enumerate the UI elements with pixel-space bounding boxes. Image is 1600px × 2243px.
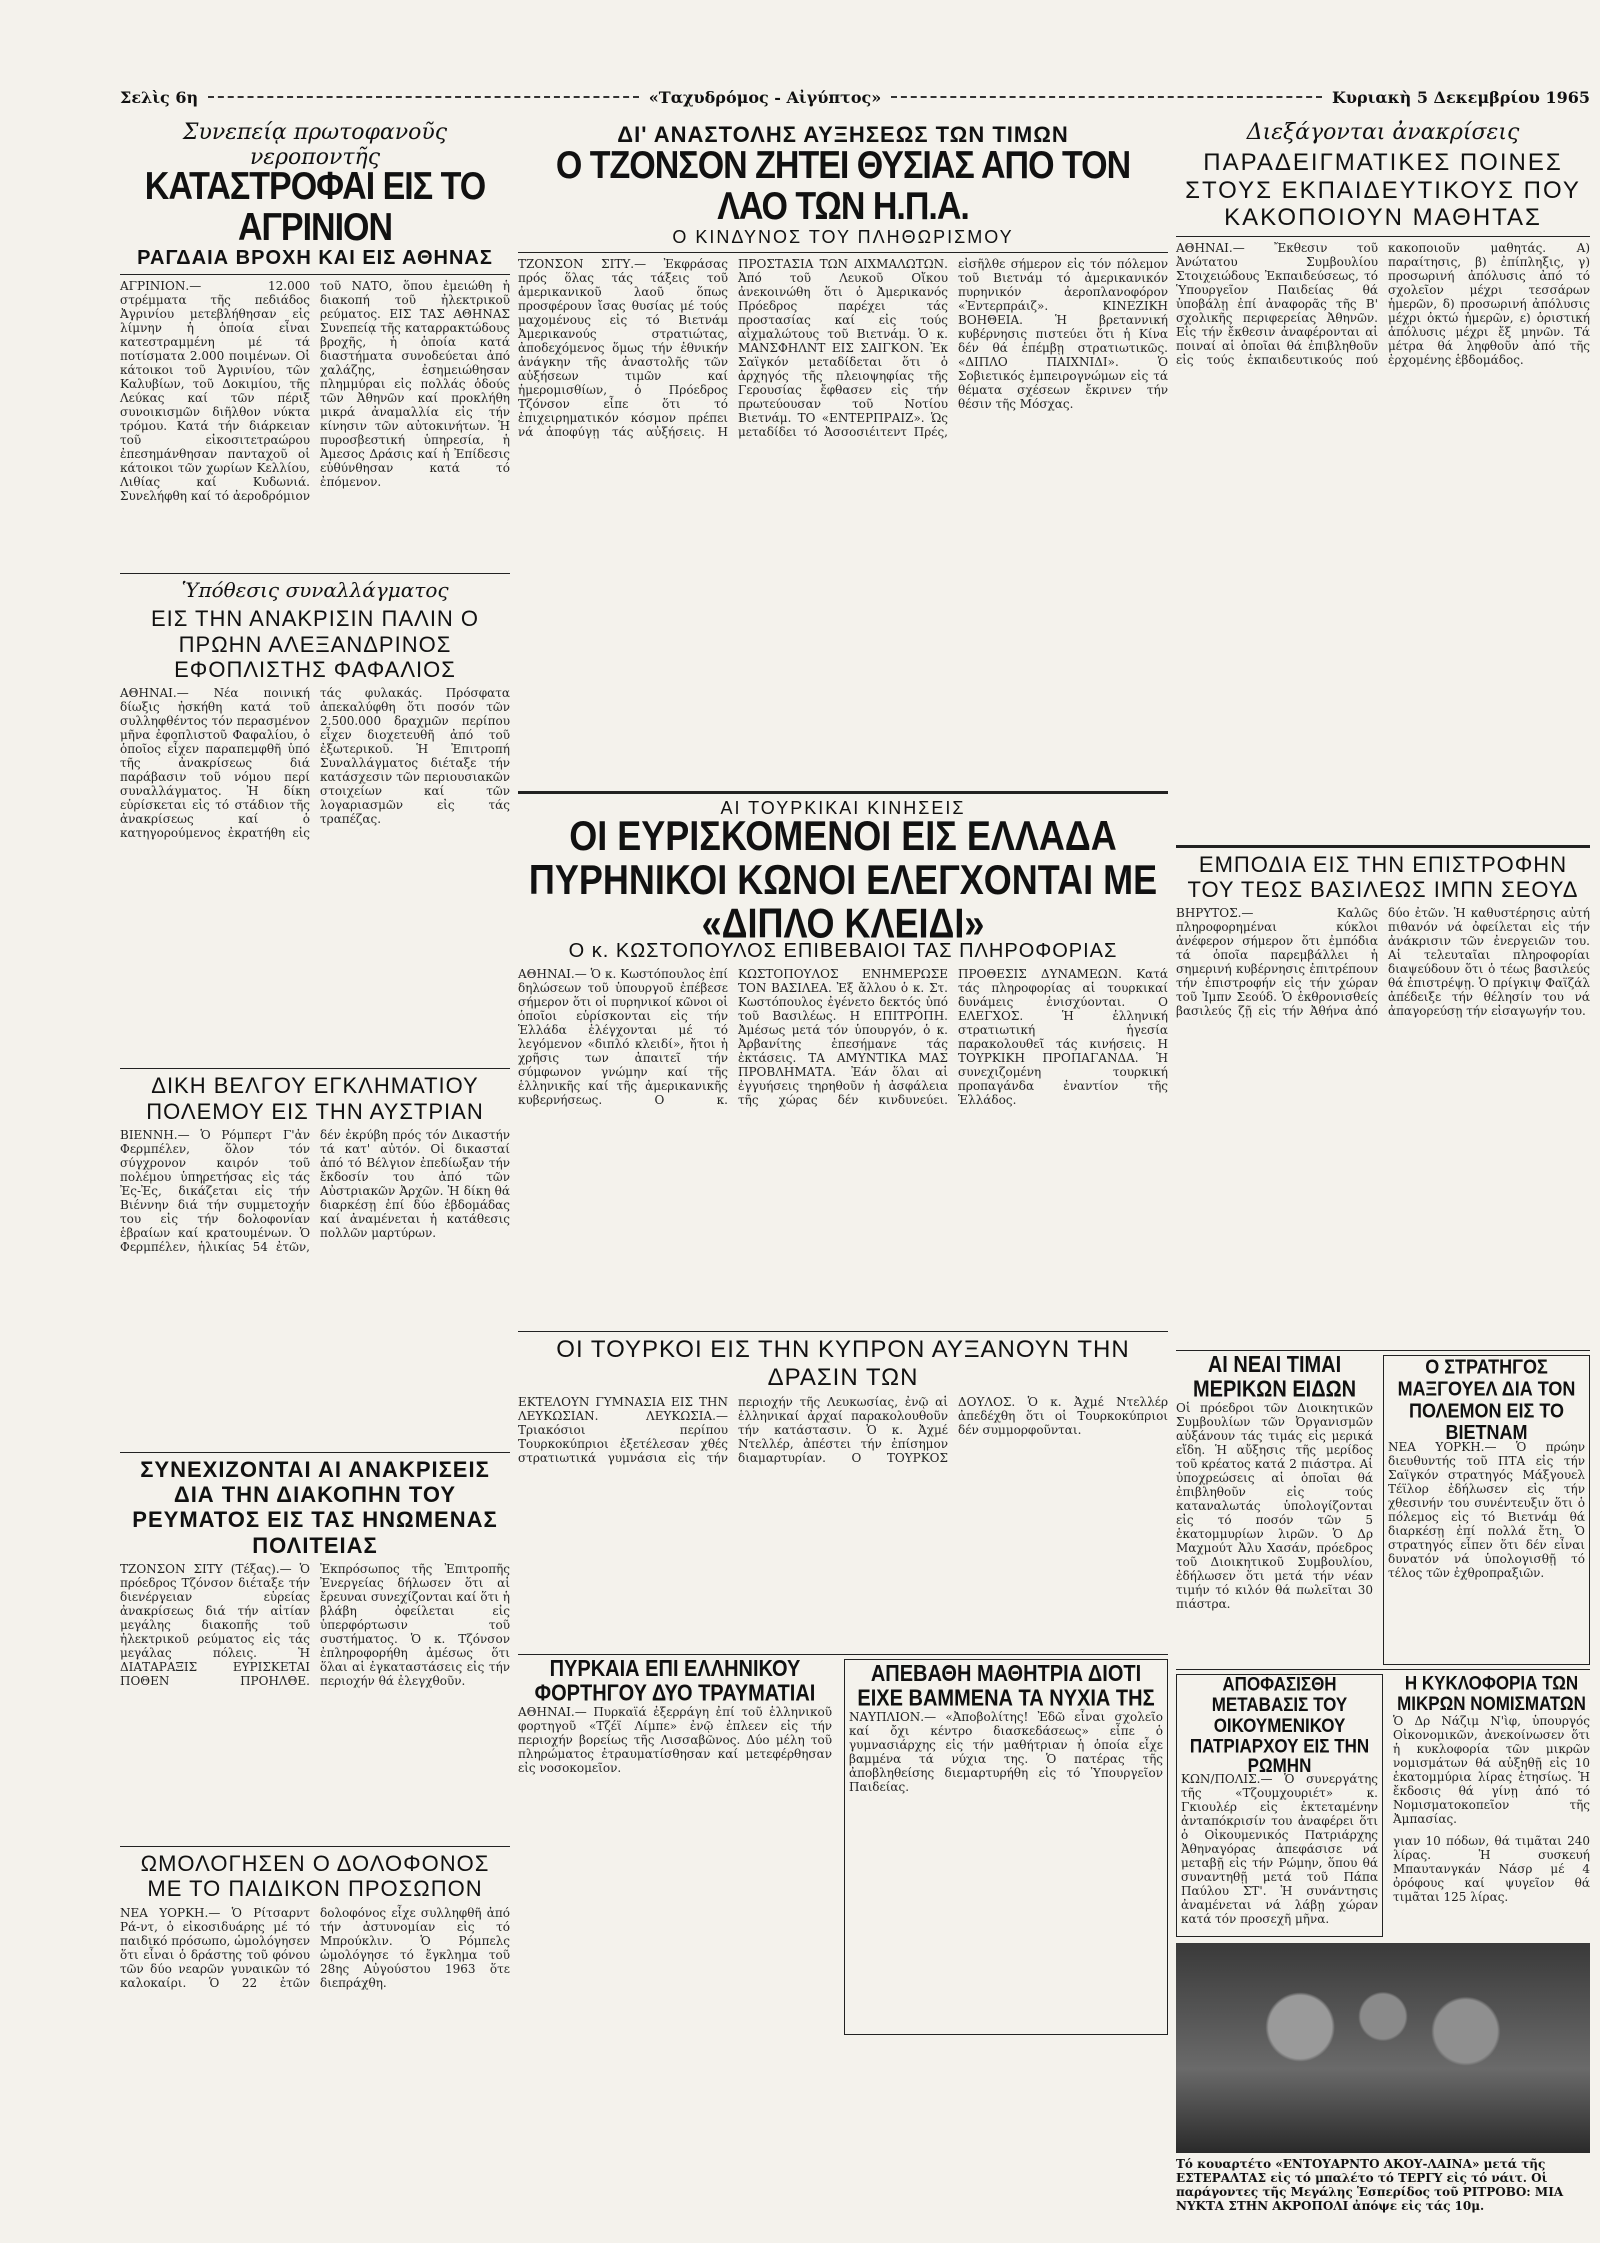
right-articles-row [1176, 1355, 1590, 1665]
article-body: ΒΙΕΝΝΗ.— Ὁ Ρόμπερτ Γ'ἀν Φερμπέλεν, ὅλον τόν σύγχρονον καιρόν τοῦ πολέμου ὑπηρετήσας εἰς τάς Ἐς-Ἐς, δικάζεται εἰς τήν Βιέννην διά τήν συμμετοχήν του εἰς τήν δολοφονίαν ἑβραίων καί κρατουμένων. Ὁ Φερμπέλεν, ἡλικίας 54 ἐτῶν, δέν ἐκρύβη πρός τόν Δικαστήν τά κατ' αὐτόν. Οἱ δικασταί ἀπό τό Βέλγιον ἐπεδίωξαν τήν ἔκδοσίν του ἀπό τῶν Αὐστριακῶν Ἀρχῶν. Ἡ δίκη θά διαρκέσῃ ἐπί δύο ἑβδομάδας καί ἀναμένεται ἡ κατάθεσις πολλῶν μαρτύρων. [120, 1127, 510, 1254]
column-right [1176, 118, 1590, 2228]
masthead-rule-left [208, 96, 639, 98]
article-kicker: ΑΙ ΤΟΥΡΚΙΚΑΙ ΚΙΝΗΣΕΙΣ [720, 797, 966, 818]
article-body: ΤΖΟΝΣΟΝ ΣΙΤΥ (Τέξας).— Ὁ πρόεδρος Τζόνσον διέταξε τήν διενέργειαν εὑρείας ἀνακρίσεως διά τήν αἰτίαν μεγάλης διακοπῆς τοῦ ἠλεκτρικοῦ ρεύματος εἰς τάς μεγάλας πόλεις. Ἡ ΔΙΑΤΑΡΑΞΙΣ ΕΥΡΙΣΚΕΤΑΙ ΠΟΘΕΝ ΠΡΟΗΛΘΕ. Ἐκπρόσωπος τῆς Ἐπιτροπῆς Ἐνεργείας δήλωσεν ὅτι αἱ ἔρευναι συνεχίζονται καί ὅτι ἡ βλάβη ὀφείλεται εἰς ὑπερφόρτωσιν τοῦ συστήματος. Ὁ κ. Τζόνσον ἐπληροφορήθη ἀμέσως ὅτι ὅλαι αἱ ἐγκαταστάσεις εἰς τήν περιοχήν θά ἐλεγχθοῦν. [120, 1562, 510, 1689]
article-body: ΑΘΗΝΑΙ.— Νέα ποινική δίωξις ἠσκήθη κατά τοῦ συλληφθέντος τόν περασμένον μῆνα ἐφοπλιστοῦ Φαφαλίου, ὁ ὁποῖος εἶχεν παραπεμφθῆ ὑπό τῆς ἀνακρίσεως διά παράβασιν τοῦ νόμου περί συναλλάγματος. Ἡ δίκη εὑρίσκεται εἰς τό στάδιον τῆς ἀνακρίσεως καί ὁ κατηγορούμενος ἐκρατήθη εἰς τάς φυλακάς. Πρόσφατα ἀπεκαλύφθη ὅτι ποσόν τῶν 2.500.000 δραχμῶν περίπου εἶχεν διοχετευθῆ ἀπό τοῦ ἐξωτερικοῦ. Ἡ Ἐπιτροπή Συναλλάγματος διέταξε τήν κατάσχεσιν τῶν περιουσιακῶν στοιχείων καί τῶν λογαριασμῶν εἰς τάς τραπέζας. [120, 686, 510, 841]
divider [120, 1068, 510, 1069]
divider [518, 1331, 1168, 1332]
article-prices [1176, 1355, 1373, 1665]
article-kicker: Συνεπείᾳ πρωτοφανοῦς νεροποντῆς [182, 120, 448, 170]
divider [1176, 1669, 1590, 1670]
article-body: ΒΗΡΥΤΟΣ.— Καλῶς πληροφορημέναι κύκλοι ἀνέφερον σήμερον ὅτι ἐμπόδια τά ὁποῖα παρεμβάλλει ἡ σημερινή κυβέρνησις ἐπιτρέπουν τήν ἐπιστροφήν εἰς τήν χώραν τοῦ Ἰμπν Σεούδ. Ὁ ἐκθρονισθείς βασιλεύς ζῇ εἰς τήν Ἀθήνα ἀπό δύο ἐτῶν. Ἡ καθυστέρησις αὐτή πιθανόν νά ὀφείλεται εἰς τήν ἀνάκρισιν τῶν ἐνεργειῶν του. Αἱ τελευταῖαι πληροφορίαι διαψεύδουν ὅτι ὁ τέως βασιλεύς θά ἐπιστρέψῃ. Ὁ πρίγκιψ Φαϊζάλ ἀπέδειξε τήν θέλησίν του νά ἀπαγορεύσῃ τήν εἰσαγωγήν του. [1176, 906, 1590, 1019]
article-kicker: Ὑπόθεσις συναλλάγματος [181, 578, 449, 603]
bottom-articles-row [518, 1656, 1168, 2035]
article-kicker: ΔΙ' ΑΝΑΣΤΟΛΗΣ ΑΥΞΗΣΕΩΣ ΤΩΝ ΤΙΜΩΝ [617, 122, 1069, 147]
article-coins [1393, 1674, 1590, 1937]
divider [518, 252, 1168, 253]
article-headline: ΔΙΚΗ ΒΕΛΓΟΥ ΕΓΚΛΗΜΑΤΙΟΥ ΠΟΛΕΜΟΥ ΕΙΣ ΤΗΝ ΑΥΣΤΡΙΑΝ [146, 1073, 484, 1124]
article-headline: Η ΚΥΚΛΟΦΟΡΙΑ ΤΩΝ ΜΙΚΡΩΝ ΝΟΜΙΣΜΑΤΩΝ [1397, 1672, 1586, 1715]
article-headline: Ο ΣΤΡΑΤΗΓΟΣ ΜΑΞΓΟΥΕΛ ΔΙΑ ΤΟΝ ΠΟΛΕΜΟΝ ΕΙΣ ΤΟ ΒΙΕΤΝΑΜ [1397, 1355, 1576, 1444]
article-headline: Ο ΤΖΟΝΣΟΝ ΖΗΤΕΙ ΘΥΣΙΑΣ ΑΠΟ ΤΟΝ ΛΑΟ ΤΩΝ Η.Π.Α. [555, 143, 1131, 229]
masthead-rule-right [891, 96, 1322, 98]
column-center [518, 118, 1168, 2228]
article-headline: ΩΜΟΛΟΓΗΣΕΝ Ο ΔΟΛΟΦΟΝΟΣ ΜΕ ΤΟ ΠΑΙΔΙΚΟΝ ΠΡΟΣΩΠΟΝ [140, 1851, 490, 1902]
divider [1176, 845, 1590, 848]
article-body: ΑΘΗΝΑΙ.— Ὁ κ. Κωστόπουλος ἐπί δηλώσεων τοῦ ὑπουργοῦ ἐπέβεσε σήμερον ὅτι οἱ πυρηνικοί κῶνοι οἱ ὁποῖοι εὑρίσκονται εἰς τήν Ἑλλάδα ἐλέγχονται μέ τό λεγόμενον «διπλό κλειδί», ἤτοι ἡ χρῆσις των ἀπαιτεῖ τήν σύμφωνον γνώμην καί τῆς ἑλληνικῆς καί τῆς ἀμερικανικῆς κυβερνήσεως. Ο κ. ΚΩΣΤΟΠΟΥΛΟΣ ΕΝΗΜΕΡΩΣΕ ΤΟΝ ΒΑΣΙΛΕΑ. Ἐξ ἄλλου ὁ κ. Στ. Κωστόπουλος ἐγένετο δεκτός ὑπό τοῦ Βασιλέως. Η ΕΠΙΤΡΟΠΗ. Ἀμέσως μετά τόν ὑπουργόν, ὁ κ. Ἀρβανίτης ἐπεσήμανε τάς ἐκτάσεις. ΤΑ ΑΜΥΝΤΙΚΑ ΜΑΣ ΠΡΟΒΛΗΜΑΤΑ. Ἐάν ὅλαι αἱ ἐγγυήσεις τηρηθοῦν ἡ ἀσφάλεια τῆς χώρας δέν κινδυνεύει. ΠΡΟΘΕΣΙΣ ΔΥΝΑΜΕΩΝ. Κατά τάς πληροφορίας αἱ τουρκικαί δυνάμεις ἐνισχύονται. Ο ΕΛΕΓΧΟΣ. Ἡ ἑλληνική στρατιωτική ἡγεσία παρακολουθεῖ τάς κινήσεις. Η ΤΟΥΡΚΙΚΗ ΠΡΟΠΑΓΑΝΔΑ. Ἡ συνεχιζομένη τουρκική προπαγάνδα ἐναντίον τῆς Ἑλλάδος. [518, 967, 1168, 1108]
divider [120, 573, 510, 574]
article-kicker: Διεξάγονται ἀνακρίσεις [1246, 120, 1520, 145]
paper-title: «Ταχυδρόμος - Αἰγύπτος» [648, 87, 882, 107]
divider [120, 1452, 510, 1453]
column-left [120, 118, 510, 2228]
issue-date: Κυριακὴ 5 Δεκεμβρίου 1965 [1331, 87, 1590, 107]
article-patriarch [1176, 1674, 1383, 1937]
article-maxwell [1383, 1355, 1590, 1665]
article-headline: ΟΙ ΕΥΡΙΣΚΟΜΕΝΟΙ ΕΙΣ ΕΛΛΑΔΑ ΠΥΡΗΝΙΚΟΙ ΚΩΝΟΙ ΕΛΕΓΧΟΝΤΑΙ ΜΕ «ΔΙΠΛΟ ΚΛΕΙΔΙ» [528, 811, 1158, 946]
article-student [844, 1659, 1168, 2035]
article-body: ΚΩΝ/ΠΟΛΙΣ.— Ὁ συνεργάτης τῆς «Τζουμχουριέτ» κ. Γκιουλέρ εἰς ἐκτεταμένην ἀνταπόκρισίν του ἀναφέρει ὅτι ὁ Οἰκουμενικός Πατριάρχης Ἀθηναγόρας ἀπεφάσισε νά μεταβῇ εἰς τήν Ρώμην, ὅπου θά συναντηθῇ μετά τοῦ Πάπα Παύλου ΣΤ'. Ἡ συνάντησις ἀναμένεται νά λάβῃ χώραν κατά τόν προσεχῆ μῆνα. [1181, 1772, 1378, 1927]
divider [1176, 236, 1590, 237]
divider [120, 274, 510, 275]
article-headline: ΚΑΤΑΣΤΡΟΦΑΙ ΕΙΣ ΤΟ ΑΓΡΙΝΙΟΝ [144, 164, 486, 250]
article-body: γιαν 10 πόδων, θά τιμᾶται 240 λίρας. Ἡ συσκευή Μπαυτανγκάν Νάσρ μέ 4 ὀρόφους καί ψυγεῖον θά τιμᾶται 125 λίρας. [1393, 1833, 1590, 1904]
right-articles-row-2 [1176, 1674, 1590, 1937]
article-subheadline: Ο ΚΙΝΔΥΝΟΣ ΤΟΥ ΠΛΗΘΩΡΙΣΜΟΥ [672, 226, 1014, 247]
article-headline: ΠΥΡΚΑΙΑ ΕΠΙ ΕΛΛΗΝΙΚΟΥ ΦΟΡΤΗΓΟΥ ΔΥΟ ΤΡΑΥΜΑΤΙΑΙ [534, 1656, 816, 1707]
article-headline: ΑΙ ΝΕΑΙ ΤΙΜΑΙ ΜΕΡΙΚΩΝ ΕΙΔΩΝ [1192, 1353, 1357, 1403]
article-headline: ΣΥΝΕΧΙΖΟΝΤΑΙ ΑΙ ΑΝΑΚΡΙΣΕΙΣ ΔΙΑ ΤΗΝ ΔΙΑΚΟΠΗΝ ΤΟΥ ΡΕΥΜΑΤΟΣ ΕΙΣ ΤΑΣ ΗΝΩΜΕΝΑΣ ΠΟΛΙΤΕΙΑΣ [132, 1456, 498, 1558]
article-subheadline: Ο κ. ΚΩΣΤΟΠΟΥΛΟΣ ΕΠΙΒΕΒΑΙΟΙ ΤΑΣ ΠΛΗΡΟΦΟΡΙΑΣ [568, 940, 1118, 963]
divider [518, 791, 1168, 794]
divider [1176, 1350, 1590, 1351]
divider [518, 1654, 1168, 1655]
divider [120, 1846, 510, 1847]
article-body: ΝΑΥΠΛΙΟΝ.— «Ἀποβολίτης! Ἐδῶ εἶναι σχολεῖο καί ὄχι κέντρο διασκεδάσεως» εἶπε ὁ γυμνασιάρχης εἰς τήν μαθήτριαν ἡ ὁποία εἶχε βαμμένα τά νύχια της. Ὁ πατέρας τῆς ἀποβληθείσης διεμαρτυρήθη εἰς τό Ὑπουργεῖον Παιδείας. [849, 1710, 1163, 1795]
article-body: ΑΘΗΝΑΙ.— Πυρκαϊά ἐξερράγη ἐπί τοῦ ἑλληνικοῦ φορτηγοῦ «Τζέϊ Λίμπε» ἐνῷ ἐπλεεν εἰς τήν περιοχήν βορείως τῆς Λισσαβῶνος. Δύο μέλη τοῦ πληρώματος ἐτραυματίσθησαν καί μετεφέρθησαν εἰς νοσοκομεῖον. [518, 1705, 832, 1776]
article-headline: ΠΑΡΑΔΕΙΓΜΑΤΙΚΕΣ ΠΟΙΝΕΣ ΣΤΟΥΣ ΕΚΠΑΙΔΕΥΤΙΚΟΥΣ ΠΟΥ ΚΑΚΟΠΟΙΟΥΝ ΜΑΘΗΤΑΣ [1185, 149, 1581, 232]
photo-caption: Τό κουαρτέτο «ΕΝΤΟΥΑΡΝΤΟ ΑΚΟΥ-ΛΑΙΝΑ» μετά τῆς ΕΣΤΕΡΑΛΤΑΣ εἰς τό μπαλέτο τό ΤΕΡΓΥ εἰς τό νάιτ. Οἱ παράγοντες τῆς Μεγάλης Ἑσπερίδος τοῦ ΡΙΤΡΟΒΟ: ΜΙΑ ΝΥΚΤΑ ΣΤΗΝ ΑΚΡΟΠΟΛΙ ἀπόψε εἰς τάς 10μ. [1176, 2157, 1564, 2214]
article-headline: ΕΜΠΟΔΙΑ ΕΙΣ ΤΗΝ ΕΠΙΣΤΡΟΦΗΝ ΤΟΥ ΤΕΩΣ ΒΑΣΙΛΕΩΣ ΙΜΠΝ ΣΕΟΥΔ [1187, 851, 1579, 903]
article-body: ΑΓΡΙΝΙΟΝ.— 12.000 στρέμματα τῆς πεδιάδος Ἀγρινίου μετεβλήθησαν εἰς λίμνην ἡ ὁποία εἶναι κατεστραμμένη μέ τά ποτίσματα 2.000 ποιμένων. Οἱ κάτοικοι τοῦ Ἀγρινίου, τῶν Καλυβίων, τοῦ Δοκιμίου, τῆς Λεύκας καί τῶν πέριξ συνοικισμῶν διῆλθον νύκτα τρόμου. Κατά τήν διάρκειαν τοῦ εἰκοσιτετραώρου ἐπεσημάνθησαν πανταχοῦ οἱ κάτοικοι τῶν χωρίων Κελλίου, Λιθίας καί Κυδωνιά. Συνελήφθη καί τό ἀεροδρόμιον τοῦ ΝΑΤΟ, ὅπου ἐμειώθη ἡ διακοπή τοῦ ἠλεκτρικοῦ ρεύματος. ΕΙΣ ΤΑΣ ΑΘΗΝΑΣ Συνεπείᾳ τῆς καταρρακτώδους βροχῆς, ἡ ὁποία κατά διαστήματα συνοδεύεται ἀπό χαλάζης, ἐσημειώθησαν πλημμύραι εἰς πολλάς ὁδούς τῶν Ἀθηνῶν καί προκλήθη μικρά ἀναμαλλία εἰς τήν κίνησιν τῶν αὐτοκινήτων. Ἡ πυροσβεστική ὑπηρεσία, ἡ Ἀμεσος Δράσις καί ἡ Ἐπίδεσις εὑθύνθησαν κατά τό ἐπόμενον. [120, 279, 510, 504]
masthead [120, 84, 1590, 110]
article-body: Οἱ πρόεδροι τῶν Διοικητικῶν Συμβουλίων τῶν Ὀργανισμῶν αὐξάνουν τάς τιμάς εἰς μερικά εἴδη. Ἡ αὔξησις τῆς μερίδος τοῦ κρέατος κατά 2 πιάστρα. Αἱ ὑποχρεώσεις αἱ ὁποῖαι θά ἐπιβληθοῦν εἰς τούς καταναλωτάς ὑπολογίζονται εἰς τό ποσόν τῶν 5 ἑκατομμυρίων λιρῶν. Ὁ Δρ Μαχμούτ Ἀλυ Χασάν, πρόεδρος τοῦ Διοικητικοῦ Συμβουλίου, ἐδήλωσεν ὅτι μετά τήν νέαν τιμήν τό κιλόν θά πωλεῖται 30 πιάστρα. [1176, 1401, 1373, 1612]
article-body: ΕΚΤΕΛΟΥΝ ΓΥΜΝΑΣΙΑ ΕΙΣ ΤΗΝ ΛΕΥΚΩΣΙΑΝ. ΛΕΥΚΩΣΙΑ.— Τριακόσιοι περίπου Τουρκοκύπριοι ἐξετέλεσαν χθές στρατιωτικά γυμνάσια εἰς τήν περιοχήν τῆς Λευκωσίας, ἐνῷ αἱ ἑλληνικαί ἀρχαί παρακολουθοῦν τήν κατάστασιν. Ὁ κ. Ἀχμέ Ντελλέρ, ἀπέστει τήν ἐπίσημον διαμαρτυρίαν. Ο ΤΟΥΡΚΟΣ ΔΟΥΛΟΣ. Ὁ κ. Ἀχμέ Ντελλέρ ἀπεδέχθη ὅτι οἱ Τουρκοκύπριοι δέν συμμορφοῦνται. [518, 1395, 1168, 1466]
article-body: ΑΘΗΝΑΙ.— Ἔκθεσιν τοῦ Ἀνώτατου Συμβουλίου Στοιχειώδους Ἐκπαιδεύσεως, τό Ὑπουργεῖον Παιδείας θά ὑποβάλῃ ἐπί ἀναφορᾶς τῆς Β' σχολικῆς περιφερείας Ἀθηνῶν. Εἰς τήν ἔκθεσιν ἀναφέρονται αἱ ποιναί αἱ ὁποῖαι θά ἐπιβληθοῦν εἰς τούς ἐκπαιδευτικούς πού κακοποιοῦν μαθητάς. Α) παραίτησις, β) ἐπίπληξις, γ) προσωρινή ἀπόλυσις ἀπό τό σχολεῖον μέχρι τεσσάρων ἡμερῶν, δ) προσωρινή ἀπόλυσις μέχρι ὀκτώ ἡμερῶν, ε) ὁριστική ἀπόλυσις μέχρι ἔξ μηνῶν. Τά μέτρα θά ληφθοῦν ἀπό τῆς ἐρχομένης ἑβδομάδος. [1176, 240, 1590, 367]
article-headline: ΕΙΣ ΤΗΝ ΑΝΑΚΡΙΣΙΝ ΠΑΛΙΝ Ο ΠΡΩΗΝ ΑΛΕΞΑΝΔΡΙΝΟΣ ΕΦΟΠΛΙΣΤΗΣ ΦΑΦΑΛΙΟΣ [150, 606, 480, 682]
band-photo [1176, 1943, 1590, 2153]
article-body: ΝΕΑ ΥΟΡΚΗ.— Ὁ Ρίτσαρντ Ρά-ντ, ὁ εἰκοσιδυάρης μέ τό παιδικό πρόσωπο, ὡμολόγησεν ὅτι εἶναι ὁ δράστης τοῦ φόνου τῶν δύο νεαρῶν γυναικῶν τό καλοκαίρι. Ὁ 22 ἐτῶν δολοφόνος εἶχε συλληφθῆ ἀπό τήν ἀστυνομίαν εἰς τό Μπρούκλιν. Ὁ Ρόμπελς ὡμολόγησε τό ἔγκλημα τοῦ 28ης Αὐγούστου 1963 ὅτε διεπράχθη. [120, 1905, 510, 1990]
page-number: Σελὶς 6η [120, 87, 199, 107]
article-body: ΝΕΑ ΥΟΡΚΗ.— Ὁ πρώην διευθυντής τοῦ ΠΤΑ εἰς τήν Σαϊγκόν στρατηγός Μάξγουελ Τέϊλορ ἐδήλωσεν εἰς τήν χθεσινήν του συνέντευξιν ὅτι ὁ πόλεμος εἰς τό Βιετνάμ θά διαρκέσῃ ἐπί πολλά ἔτη. Ὁ στρατηγός εἶπεν ὅτι δέν εἶναι δυνατόν νά ὑπολογισθῇ τό τέλος τῶν ἐχθροπραξιῶν. [1388, 1439, 1585, 1580]
article-headline: ΑΠΟΦΑΣΙΣΘΗ ΜΕΤΑΒΑΣΙΣ ΤΟΥ ΟΙΚΟΥΜΕΝΙΚΟΥ ΠΑΤΡΙΑΡΧΟΥ ΕΙΣ ΤΗΝ ΡΩΜΗΝ [1189, 1673, 1370, 1778]
article-body: ΤΖΟΝΣΟΝ ΣΙΤΥ.— Ἐκφράσας πρός ὅλας τάς τάξεις τοῦ ἀμερικανικοῦ λαοῦ ὅπως προσφέρουν ἴσας θυσίας μέ τούς μαχομένους εἰς τό Βιετνάμ Ἀμερικανούς στρατιώτας, ἀποδεχόμενος ὅμως τήν ἐθνικήν ἀνάγκην τῆς ἀναστολῆς τῶν αὐξήσεων τιμῶν καί ἡμερομισθίων, ὁ Πρόεδρος Τζόνσον εἶπε ὅτι τό ἐπιχειρηματικόν κόσμον πρέπει νά ἀποφύγῃ τάς αὐξήσεις. Η ΠΡΟΣΤΑΣΙΑ ΤΩΝ ΑΙΧΜΑΛΩΤΩΝ. Ἀπό τοῦ Λευκοῦ Οἴκου ἀνεκοινώθη ὅτι ὁ Ἀμερικανός Πρόεδρος παρέχει τάς προστασίας καί εἰς τούς αἰχμαλώτους τοῦ Βιετνάμ. Ὁ κ. ΜΑΝΣΦΗΛΝΤ ΕΙΣ ΣΑΙΓΚΟΝ. Ἐκ Σαϊγκόν μεταδίδεται ὅτι ὁ ἀρχηγός τῆς πλειοψηφίας τῆς Γερουσίας ἔφθασεν εἰς τήν πρωτεύουσαν τοῦ Νοτίου Βιετνάμ. ΤΟ «ΕΝΤΕΡΠΡΑΙΖ». Ὡς μεταδίδει τό Ἀσσοσιέιτεντ Πρές, εἰσῆλθε σήμερον εἰς τόν πόλεμον τοῦ Βιετνάμ τό ἀμερικανικόν πυρηνικόν ἀεροπλανοφόρον «Ἐντερπράιζ». ΚΙΝΕΖΙΚΗ ΒΟΗΘΕΙΑ. Ἡ βρεταννική κυβέρνησις πιστεύει ὅτι ἡ Κίνα δέν θά ἐπέμβῃ στρατιωτικῶς. «ΔΙΠΛΟ ΠΑΙΧΝΙΔΙ». Ὁ Σοβιετικός ἐμπειρογνώμων εἰς τά θέματα σχέσεων ἔκρινεν τήν θέσιν τῆς Μόσχας. [518, 256, 1168, 439]
article-headline: ΟΙ ΤΟΥΡΚΟΙ ΕΙΣ ΤΗΝ ΚΥΠΡΟΝ ΑΥΞΑΝΟΥΝ ΤΗΝ ΔΡΑΣΙΝ ΤΩΝ [556, 1336, 1130, 1391]
article-headline: ΑΠΕΒΑΘΗ ΜΑΘΗΤΡΙΑ ΔΙΟΤΙ ΕΙΧΕ ΒΑΜΜΕΝΑ ΤΑ ΝΥΧΙΑ ΤΗΣ [857, 1661, 1155, 1712]
article-fire [518, 1656, 832, 2035]
article-body: Ὁ Δρ Νάζιμ Ν'ὶφ, ὑπουργός Οἰκονομικῶν, ἀνεκοίνωσεν ὅτι ἡ κυκλοφορία τῶν μικρῶν νομισμάτων θά αὐξηθῇ εἰς 10 ἑκατομμύρια λίρας ἐτησίως. Ἡ ἔκδοσις θά γίνῃ ἀπό τό Νομισματοκοπεῖον τῆς Ἀμπασίας. [1393, 1713, 1590, 1826]
article-subheadline: ΡΑΓΔΑΙΑ ΒΡΟΧΗ ΚΑΙ ΕΙΣ ΑΘΗΝΑΣ [137, 247, 493, 270]
